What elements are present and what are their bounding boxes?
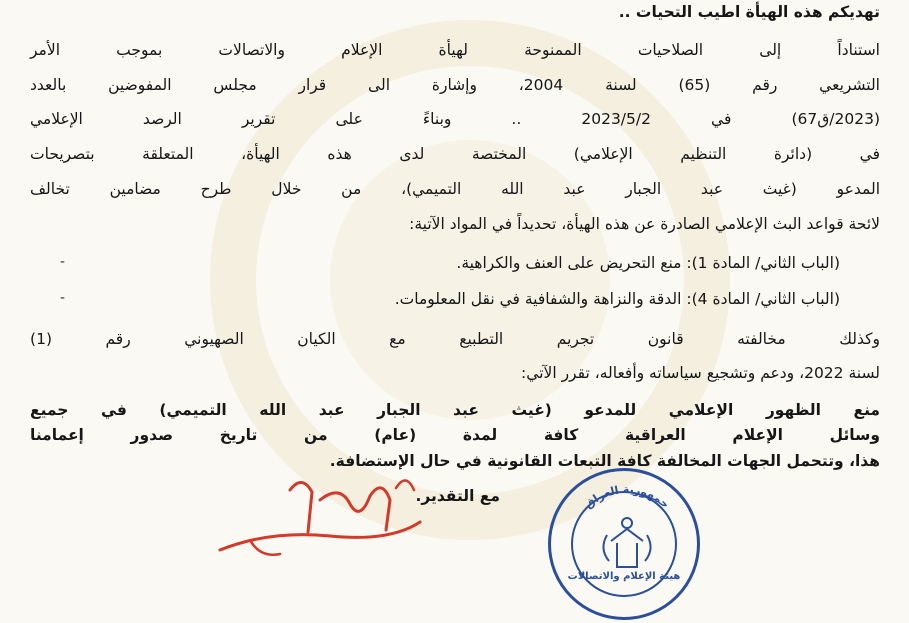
bullet-marker: - [60, 290, 66, 306]
paragraph-line: (2023/ق67) في 2023/5/2 .. وبناءً على تقرير الرصد الإعلامي [30, 110, 880, 128]
paragraph-line: في (دائرة التنظيم الإعلامي) المختصة لدى هذه الهيأة، المتعلقة بتصريحات [30, 145, 880, 163]
continuation-line: لسنة 2022، ودعم وتشجيع سياساته وأفعاله، تقرر الآتي: [521, 364, 880, 382]
seal-text-arc: هيئة الإعلام والاتصالات [567, 571, 681, 582]
official-seal [548, 468, 700, 620]
decision-line: وسائل الإعلام العراقية كافة لمدة (عام) من تاريخ صدور إعمامنا [30, 426, 880, 444]
article-item: (الباب الثاني/ المادة 4): الدقة والنزاهة والشفافية في نقل المعلومات. [394, 290, 840, 308]
article-item: (الباب الثاني/ المادة 1): منع التحريض على العنف والكراهية. [456, 254, 840, 272]
decision-line: منع الظهور الإعلامي للمدعو (غيث عبد الجبار عبد الله التميمي) في جميع [30, 401, 880, 419]
seal-text-top: جمهورية العراق [582, 482, 672, 512]
bullet-marker: - [60, 254, 66, 270]
continuation-line: وكذلك مخالفته قانون تجريم التطبيع مع الكيان الصهيوني رقم (1) [30, 330, 880, 348]
handwritten-signature [210, 470, 430, 570]
paragraph-line: التشريعي رقم (65) لسنة 2004، وإشارة الى قرار مجلس المفوضين بالعدد [30, 76, 880, 94]
paragraph-line: استناداً إلى الصلاحيات الممنوحة لهيأة الإعلام والاتصالات بموجب الأمر [30, 41, 880, 59]
paragraph-line: المدعو (غيث عبد الجبار عبد الله التميمي)، من خلال طرح مضامين تخالف [30, 180, 880, 198]
decision-line: هذا، وتتحمل الجهات المخالفة كافة التبعات القانونية في حال الإستضافة. [329, 452, 880, 470]
closing: مع التقدير. [415, 487, 500, 505]
paragraph-line: لائحة قواعد البث الإعلامي الصادرة عن هذه الهيأة، تحديداً في المواد الآتية: [409, 215, 880, 233]
greeting: تهديكم هذه الهيأة اطيب التحيات .. [618, 3, 880, 21]
